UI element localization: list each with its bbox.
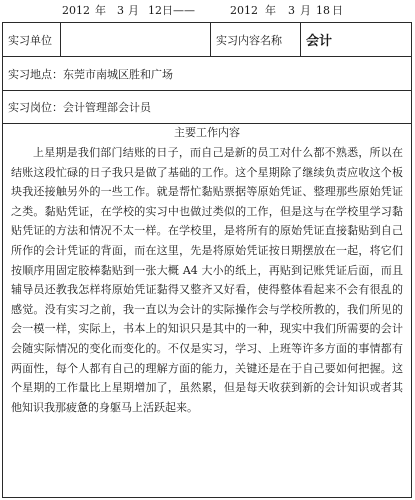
start-month-char: 月 xyxy=(128,4,139,17)
start-year: 2012 xyxy=(62,4,90,17)
end-month: 3 xyxy=(288,4,295,17)
date-range-header xyxy=(0,0,415,22)
work-content-body: 上星期是我们部门结账的日子，而自己是新的员工对什么都不熟悉，所以在结账这段忙碌的日子我只是做了基础的工作。这个星期除了继续负责应收这个板块我还接触另外的一些工作。就是帮忙黏贴票据等原始凭证、整理那些原始凭证之类。黏贴凭证，在学校的实习中也做过类似的工作，但是这与在学校里学习黏贴凭证的方法和情况不太一样。在学校里，是将所有的原始凭证直接黏贴到自己所作的会计凭证的背面，而在这里，先是将原始凭证按日期摆放在一起，将它们按顺序用固定胶棒黏贴到一张大概 A4 大小的纸上，再贴到记账凭证后面，而且辅导员还教我怎样将原始凭证黏得又整齐又好看，使得整体看起来不会有很乱的感觉。没有实习之前，我一直以为会计的实际操作会与学校所教的，我们所见的会一模一样，实际上，书本上的知识只是其中的一种，现实中我们所需要的会计会随实际情况的变化而变化的。不仅是实习，学习、上班等许多方面的事情都有两面性，每个人都有自己的理解方面的能力，关键还是在于自己要如何把握。这个星期的工作量比上星期增加了，虽然累，但是每天收获到新的会计知识或者其他知识我那疲惫的身躯马上活跃起来。 xyxy=(11,146,403,414)
unit-label: 实习单位 xyxy=(3,23,61,56)
end-day-char: 日 xyxy=(332,4,343,17)
internship-form xyxy=(2,22,412,498)
end-month-char: 月 xyxy=(300,4,311,17)
content-name-label: 实习内容名称 xyxy=(211,23,301,56)
start-year-char: 年 xyxy=(95,4,106,17)
position-field: 实习岗位：会计管理部会计员 xyxy=(8,101,151,114)
section-title: 主要工作内容 xyxy=(174,126,240,139)
end-year: 2012 xyxy=(230,4,258,17)
start-month: 3 xyxy=(117,4,124,17)
location-field: 实习地点：东莞市南城区胜和广场 xyxy=(8,67,173,81)
start-day: 12日—— xyxy=(148,4,195,17)
form-row-location xyxy=(3,57,411,91)
content-name-value: 会计 xyxy=(306,34,333,49)
unit-value xyxy=(61,23,211,56)
end-day: 18 xyxy=(316,4,330,17)
end-year-char: 年 xyxy=(265,4,276,17)
form-row-unit xyxy=(3,23,411,57)
form-row-position xyxy=(3,91,411,124)
